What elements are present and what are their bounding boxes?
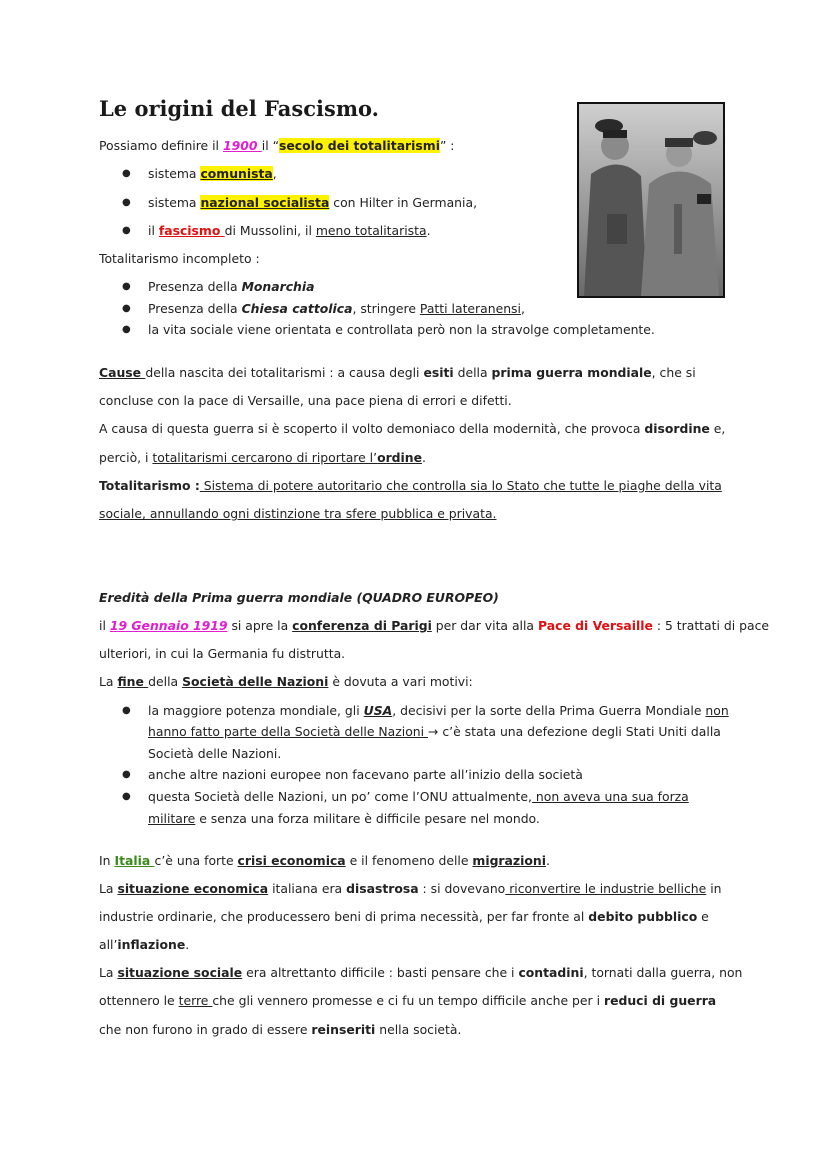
eredita-line-2: ulteriori, in cui la Germania fu distrutta. <box>99 646 346 661</box>
bullet-icon: ● <box>122 197 131 208</box>
list-item-cont: hanno fatto parte della Società delle Nazioni → c’è stata una defezione degli Stati Uniti dalla <box>148 724 721 739</box>
historical-photo <box>577 102 725 298</box>
italia-line-7: che non furono in grado di essere reinseriti nella società. <box>99 1022 462 1037</box>
italia-line-4: all’inflazione. <box>99 937 190 952</box>
italia-line-3: industrie ordinarie, che producessero beni di prima necessità, per far fronte al debito pubblico e <box>99 909 709 924</box>
cause-line-4: perciò, i totalitarismi cercarono di riportare l’ordine. <box>99 450 426 465</box>
bullet-icon: ● <box>122 705 131 716</box>
list-item-cont: Società delle Nazioni. <box>148 746 282 761</box>
list-item-cont: militare e senza una forza militare è difficile pesare nel mondo. <box>148 811 540 826</box>
list-item: Presenza della Monarchia <box>148 279 315 294</box>
bullet-icon: ● <box>122 303 131 314</box>
list-item: sistema comunista, <box>148 166 277 181</box>
italia-line-2: La situazione economica italiana era disastrosa : si dovevano riconvertire le industrie belliche in <box>99 881 722 896</box>
bullet-icon: ● <box>122 168 131 179</box>
bullet-icon: ● <box>122 324 131 335</box>
highlight-secolo: secolo dei totalitarismi <box>279 138 440 153</box>
cause-line-3: A causa di questa guerra si è scoperto il volto demoniaco della modernità, che provoca disordine e, <box>99 421 726 436</box>
totalitarismo-definition: Totalitarismo : Sistema di potere autoritario che controlla sia lo Stato che tutte le piaghe della vita <box>99 478 722 493</box>
list-item: anche altre nazioni europee non facevano parte all’inizio della società <box>148 767 583 782</box>
year-1900: 1900 <box>222 138 262 153</box>
italia-line-5: La situazione sociale era altrettanto difficile : basti pensare che i contadini, tornati dalla guerra, non <box>99 965 743 980</box>
intro-line: Possiamo definire il 1900 il “secolo dei totalitarismi” : <box>99 138 455 153</box>
totalitarismo-definition-2: sociale, annullando ogni distinzione tra sfere pubblica e privata. <box>99 506 497 521</box>
cause-line-2: concluse con la pace di Versaille, una pace piena di errori e difetti. <box>99 393 512 408</box>
list-item: questa Società delle Nazioni, un po’ come l’ONU attualmente, non aveva una sua forza <box>148 789 689 804</box>
bullet-icon: ● <box>122 769 131 780</box>
bullet-icon: ● <box>122 791 131 802</box>
incompleto-label: Totalitarismo incompleto : <box>99 251 260 266</box>
eredita-heading: Eredità della Prima guerra mondiale (QUADRO EUROPEO) <box>99 590 499 605</box>
italia-line-1: In Italia c’è una forte crisi economica e il fenomeno delle migrazioni. <box>99 853 550 868</box>
list-item: sistema nazional socialista con Hilter in Germania, <box>148 195 478 210</box>
eredita-line-1: il 19 Gennaio 1919 si apre la conferenza di Parigi per dar vita alla Pace di Versaille : 5 trattati di pace <box>99 618 770 633</box>
list-item: la vita sociale viene orientata e controllata però non la stravolge completamente. <box>148 322 655 337</box>
italia-line-6: ottennero le terre che gli vennero promesse e ci fu un tempo difficile anche per i reduci di guerra <box>99 993 717 1008</box>
eredita-line-3: La fine della Società delle Nazioni è dovuta a vari motivi: <box>99 674 473 689</box>
bullet-icon: ● <box>122 281 131 292</box>
list-item: il fascismo di Mussolini, il meno totalitarista. <box>148 223 431 238</box>
cause-line-1: Cause della nascita dei totalitarismi : a causa degli esiti della prima guerra mondiale, che si <box>99 365 696 380</box>
bullet-icon: ● <box>122 225 131 236</box>
page-title: Le origini del Fascismo. <box>99 96 379 121</box>
list-item: la maggiore potenza mondiale, gli USA, decisivi per la sorte della Prima Guerra Mondiale non <box>148 703 729 718</box>
list-item: Presenza della Chiesa cattolica, stringere Patti lateranensi, <box>148 301 525 316</box>
